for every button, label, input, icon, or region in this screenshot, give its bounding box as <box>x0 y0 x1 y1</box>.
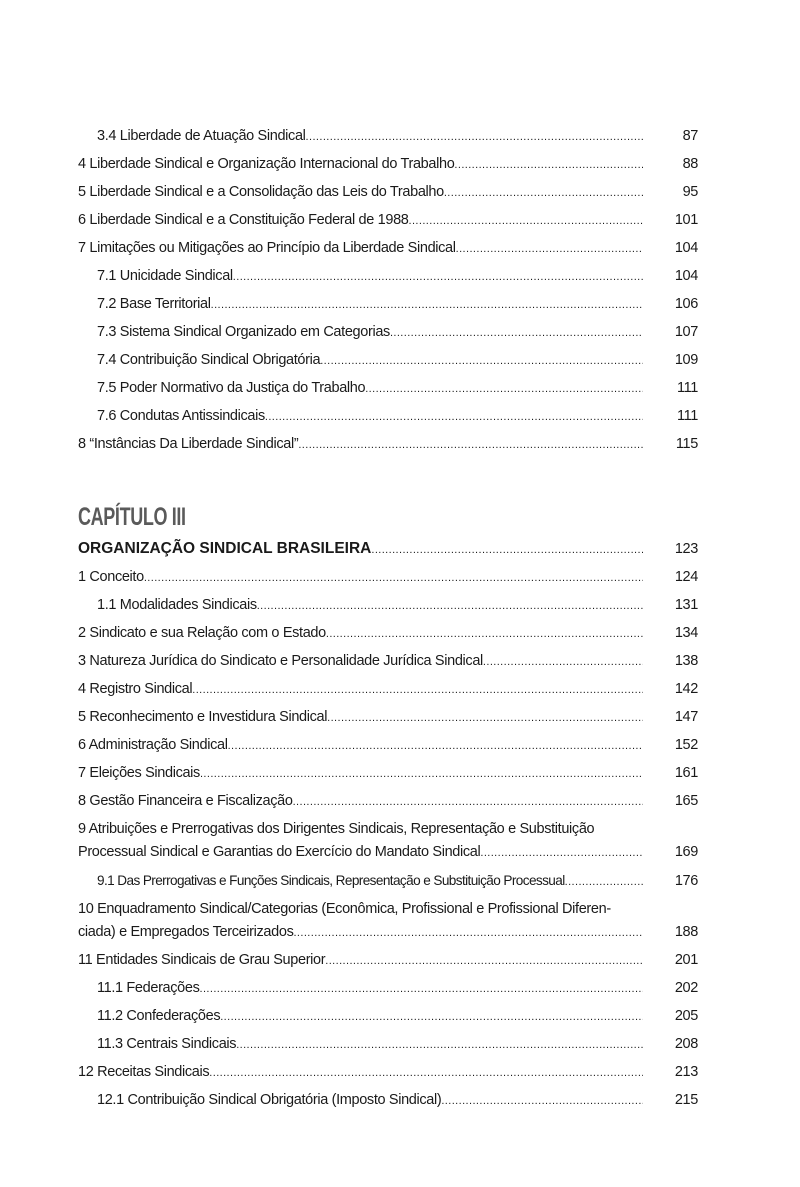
toc-entry[interactable] <box>78 319 698 347</box>
toc-entry-row <box>78 650 698 674</box>
toc-entry-title: 5 Reconhecimento e Investidura Sindical <box>78 709 328 725</box>
dot-leader <box>211 294 643 317</box>
page-number: 205 <box>674 1008 698 1024</box>
toc-entry[interactable] <box>78 123 698 151</box>
toc-entry-title: 11 Entidades Sindicais de Grau Superior <box>78 952 326 968</box>
dot-leader <box>209 1062 643 1085</box>
dot-leader <box>144 567 643 590</box>
toc-entry-title: 12.1 Contribuição Sindical Obrigatória (Imposto Sindical) <box>97 1092 442 1108</box>
toc-entry-title: Processual Sindical e Garantias do Exercício do Mandato Sindical <box>78 844 481 860</box>
toc-entry-title: 7 Eleições Sindicais <box>78 765 200 781</box>
toc-entry-row <box>97 125 698 149</box>
dot-leader <box>265 406 643 429</box>
page-number: 147 <box>674 709 698 725</box>
toc-entry-row <box>78 622 698 646</box>
toc-entry-row <box>78 921 698 945</box>
toc-entry-row <box>78 433 698 457</box>
toc-entry[interactable] <box>78 347 698 375</box>
dot-leader <box>306 126 643 149</box>
dot-leader <box>409 210 644 233</box>
toc-entry-row <box>78 734 698 758</box>
toc-entry-title: 11.1 Federações <box>97 980 200 996</box>
toc-entry-title: 7.4 Contribuição Sindical Obrigatória <box>97 352 321 368</box>
toc-entry[interactable] <box>78 704 698 732</box>
toc-entry-row <box>78 841 698 865</box>
page-number: 101 <box>674 212 698 228</box>
toc-entry-title-line: 10 Enquadramento Sindical/Categorias (Econômica, Profissional e Profissional Diferen- <box>78 901 611 917</box>
toc-entry-row <box>97 594 698 618</box>
toc-entry-title: 1 Conceito <box>78 569 144 585</box>
toc-entry[interactable] <box>78 151 698 179</box>
page-number: 215 <box>674 1092 698 1108</box>
dot-leader <box>320 350 643 373</box>
toc-entry-title: 2 Sindicato e sua Relação com o Estado <box>78 625 326 641</box>
toc-entry-row <box>78 762 698 786</box>
page-number: 202 <box>674 980 698 996</box>
dot-leader <box>565 871 643 894</box>
page-number: 87 <box>682 128 698 144</box>
dot-leader <box>257 595 643 618</box>
toc-entry-title: 6 Liberdade Sindical e a Constituição Federal de 1988 <box>78 212 409 228</box>
toc-entry[interactable] <box>78 947 698 975</box>
toc-entry-title: 11.2 Confederações <box>97 1008 221 1024</box>
page-number: 107 <box>674 324 698 340</box>
toc-entry-title: 9.1 Das Prerrogativas e Funções Sindicais, Representação e Substituição Processual <box>97 873 565 888</box>
page-number: 134 <box>674 625 698 641</box>
toc-entry[interactable] <box>78 620 698 648</box>
dot-leader <box>371 539 643 562</box>
toc-entry[interactable] <box>78 592 698 620</box>
toc-entry-title: 7.3 Sistema Sindical Organizado em Categorias <box>97 324 390 340</box>
toc-entry-title: 6 Administração Sindical <box>78 737 228 753</box>
toc-entry-title: 7.6 Condutas Antissindicais <box>97 408 265 424</box>
page-number: 95 <box>682 184 698 200</box>
toc-entry-title: 8 Gestão Financeira e Fiscalização <box>78 793 293 809</box>
page-number: 115 <box>675 436 698 452</box>
toc-entry[interactable] <box>78 816 698 867</box>
page-number: 169 <box>674 844 698 860</box>
page-number: 104 <box>674 268 698 284</box>
toc-entry-title: 7.5 Poder Normativo da Justiça do Trabalho <box>97 380 366 396</box>
toc-entry-title: 8 “Instâncias Da Liberdade Sindical” <box>78 436 299 452</box>
dot-leader <box>233 266 643 289</box>
toc-entry-title: 5 Liberdade Sindical e a Consolidação das Leis do Trabalho <box>78 184 444 200</box>
page-number: 161 <box>674 765 698 781</box>
page-number: 213 <box>674 1064 698 1080</box>
toc-entry-row <box>78 209 698 233</box>
dot-leader <box>390 322 643 345</box>
toc-entry-row <box>78 1061 698 1085</box>
toc-entry-title: 7.2 Base Territorial <box>97 296 211 312</box>
toc-entry-title: 3 Natureza Jurídica do Sindicato e Personalidade Jurídica Sindical <box>78 653 483 669</box>
dot-leader <box>456 238 643 261</box>
toc-entry-row <box>78 566 698 590</box>
toc-chapter-title-entry[interactable] <box>78 535 698 564</box>
toc-entry-title-line: 9 Atribuições e Prerrogativas dos Dirigentes Sindicais, Representação e Substituição <box>78 821 595 837</box>
toc-entry[interactable] <box>78 1087 698 1115</box>
page-number: 106 <box>674 296 698 312</box>
toc-entry[interactable] <box>78 564 698 592</box>
dot-leader <box>298 434 643 457</box>
dot-leader <box>192 679 643 702</box>
dot-leader <box>220 1006 643 1029</box>
toc-entry-row <box>78 949 698 973</box>
toc-entry[interactable] <box>78 760 698 788</box>
page-number: 138 <box>674 653 698 669</box>
toc-entry-row <box>97 977 698 1001</box>
dot-leader <box>293 922 643 945</box>
page-number: 104 <box>674 240 698 256</box>
toc-entry[interactable] <box>78 896 698 947</box>
toc-entry-title: 7 Limitações ou Mitigações ao Princípio da Liberdade Sindical <box>78 240 456 256</box>
toc-entry-title: ciada) e Empregados Terceirizados <box>78 924 294 940</box>
toc-entry-title: 3.4 Liberdade de Atuação Sindical <box>97 128 306 144</box>
toc-entry-row <box>78 181 698 205</box>
page-number: 124 <box>674 569 698 585</box>
toc-entry-row <box>97 265 698 289</box>
toc-entry-title: 12 Receitas Sindicais <box>78 1064 210 1080</box>
toc-entry[interactable] <box>78 732 698 760</box>
toc-section-previous-chapter <box>78 123 698 459</box>
page-number: 111 <box>677 380 698 396</box>
toc-entry-row <box>78 537 698 562</box>
dot-leader <box>454 154 643 177</box>
toc-entry-row <box>78 237 698 261</box>
toc-entry-row <box>97 377 698 401</box>
dot-leader <box>326 623 643 646</box>
toc-entry-row <box>97 321 698 345</box>
page-number: 109 <box>674 352 698 368</box>
page-number: 111 <box>677 408 698 424</box>
page-number: 142 <box>674 681 698 697</box>
dot-leader <box>365 378 643 401</box>
dot-leader <box>441 1090 643 1113</box>
toc-entry[interactable] <box>78 179 698 207</box>
dot-leader <box>483 651 643 674</box>
dot-leader <box>228 735 643 758</box>
toc-entry-row <box>97 405 698 429</box>
dot-leader <box>200 763 643 786</box>
toc-entry[interactable] <box>78 867 698 896</box>
toc-entry[interactable] <box>78 1031 698 1059</box>
toc-entry[interactable] <box>78 431 698 459</box>
toc-entry[interactable] <box>78 676 698 704</box>
toc-entry-row <box>97 349 698 373</box>
dot-leader <box>444 182 643 205</box>
dot-leader <box>327 707 643 730</box>
dot-leader <box>236 1034 643 1057</box>
page-number: 123 <box>674 541 698 557</box>
toc-entry-row <box>78 678 698 702</box>
toc-entry[interactable] <box>78 263 698 291</box>
toc-entry-row <box>78 153 698 177</box>
toc-entry[interactable] <box>78 1003 698 1031</box>
toc-entry-row <box>97 869 698 894</box>
toc-entry[interactable] <box>78 207 698 235</box>
page-number: 176 <box>674 873 698 889</box>
toc-entry-row <box>97 293 698 317</box>
toc-entry-row <box>97 1089 698 1113</box>
dot-leader <box>480 842 643 865</box>
toc-entry[interactable] <box>78 975 698 1003</box>
page-number: 201 <box>674 952 698 968</box>
dot-leader <box>200 978 644 1001</box>
toc-section-chapter-3 <box>78 535 698 1115</box>
toc-entry-title: 4 Registro Sindical <box>78 681 193 697</box>
dot-leader <box>325 950 643 973</box>
toc-entry[interactable] <box>78 403 698 431</box>
toc-entry-title: 11.3 Centrais Sindicais <box>97 1036 237 1052</box>
toc-entry[interactable] <box>78 235 698 263</box>
toc-entry[interactable] <box>78 648 698 676</box>
page-number: 188 <box>674 924 698 940</box>
toc-entry[interactable] <box>78 291 698 319</box>
toc-entry[interactable] <box>78 788 698 816</box>
toc-entry[interactable] <box>78 375 698 403</box>
page-number: 208 <box>674 1036 698 1052</box>
page-number: 131 <box>674 597 698 613</box>
toc-entry-row <box>78 790 698 814</box>
page-number: 165 <box>674 793 698 809</box>
page-number: 88 <box>682 156 698 172</box>
toc-entry-title: 7.1 Unicidade Sindical <box>97 268 233 284</box>
chapter-heading: CAPÍTULO III <box>78 503 186 531</box>
toc-entry-title: 1.1 Modalidades Sindicais <box>97 597 257 613</box>
toc-entry-row <box>97 1033 698 1057</box>
toc-entry-title: 4 Liberdade Sindical e Organização Internacional do Trabalho <box>78 156 455 172</box>
toc-entry-title: ORGANIZAÇÃO SINDICAL BRASILEIRA <box>78 540 372 557</box>
dot-leader <box>293 791 643 814</box>
toc-entry-row <box>97 1005 698 1029</box>
toc-entry[interactable] <box>78 1059 698 1087</box>
toc-entry-row <box>78 706 698 730</box>
page-number: 152 <box>674 737 698 753</box>
